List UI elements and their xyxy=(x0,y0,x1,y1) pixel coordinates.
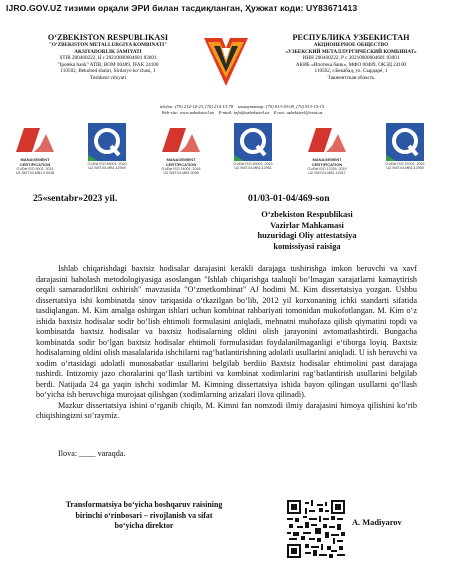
org-line1-uz: STIR 200460222, H r 20210000604681 83001 xyxy=(59,55,157,62)
recipient-line3: huzuridagi Oliy attestatsiya xyxy=(257,231,357,241)
document-date: 25«sentabr»2023 yil. xyxy=(33,193,118,204)
header-left-uz xyxy=(28,33,188,82)
cert-caption: MANAGEMENT CERTIFICATION xyxy=(165,157,197,167)
org-line3-ru: 110502, г.Бекабад, ул. Сырдарё, 1 xyxy=(314,68,388,75)
quality-q-icon xyxy=(228,122,278,162)
cert-number: UZ.SMT.04.MB1.12951 xyxy=(234,166,272,171)
org-line4-uz: Toshkent viloyati xyxy=(89,74,127,81)
cert-standard: O‘zDst ISO 50001: 2019 xyxy=(233,162,273,166)
header-right-ru xyxy=(262,33,440,82)
management-certification-icon xyxy=(156,122,206,158)
contact-web[interactable]: Web-site: www.uzbeksteel.uz xyxy=(161,110,214,116)
management-certification-icon xyxy=(10,122,60,158)
recipient-line2: Vazirlar Mahkamasi xyxy=(270,220,344,230)
org-line2-uz: "Ipoteka bank" ATIB, BOM 00489, IFAK 24100 xyxy=(57,61,159,68)
qr-code-icon[interactable] xyxy=(287,500,345,558)
document-number: 01/03-01-04/469-son xyxy=(248,193,330,204)
cert-caption: MANAGEMENT CERTIFICATION xyxy=(311,157,343,167)
org-line1-ru: ИНН 200460222, Р с 20210000604681 83001 xyxy=(302,55,400,62)
contact-commutator: коммутатор: (70) 913-30-09, (70) 913-15-15 xyxy=(237,104,325,109)
cert-number: UZ.SMT.04.MB1.12917 xyxy=(308,171,346,176)
org-sub1-ru: АКЦИОНЕРНОЕ ОБЩЕСТВО xyxy=(313,42,389,48)
cert-mark xyxy=(10,122,60,180)
cert-mark xyxy=(228,122,278,180)
body-paragraph-1: Ishlab chiqarishdagi baxtsiz hodisalar darajasini kerakli darajaga tushirishga imkon beruvchi va xavf darajasini baholash metodologiyasiga asoslangan "Ishlab chiqarishga taaluqli bo‘lmagan xarajatlarni kamaytirish orqali samaradorlikni oshirish" mavzusida "O‘zmetkombinat" AJ hodimi M. Kim dissertatsiya yozgan. Ushbu dissertatsiya ishi kombinatda sinov tariqasida o‘tkazilgan bo‘lib, 2012 yil korxonaning ichki standarti sifatida tasdiqlangan. M. Kim amalga oshirgan ishlari uchun kombinat rahbariyati tomonidan mukofotlangan. M. Kim o‘z ishida baxtsiz hodisalar sodir bo‘lish ehtimoli formulasini aniqladi, mehnatni muhofaza qilish qiymatini topdi va kombinatda baxtsiz hodisalar va baxtsiz hodisalarning oldini olish jarayonini avtomatlashtirdi. Bungacha kombinatda sodir bo‘lgan baxtsiz hodisalar ehtimoli formulasidan foydalanilmaganligi e‘tiborga loyiq. Baxtsiz hodisalarning oldini olish masalalarida ishchilarni rag‘batlantirishning adolatli usullarini aniqladi. U ish beruvchi va xodim o‘rtasidagi adolatli munosabatlar usullarini belgilab berdiio Baxtsiz hodisalar ehtimolini past darajaga tushirdi. Intizomiy jazo choralarini qo‘llash tartibini va kombinat xodimlarini rag‘batlantirish usullarini belgilab berdi. Natijada 24 ga yaqin ishchi xodimlar M. Kimning dissertatsiya ishida bayon qilingan usullarni qo‘llash bo‘yicha ish beruvchiga murojaat qilishgan (xodimlarning arizalari ilova qilinadi). xyxy=(36,264,417,399)
letter-body xyxy=(36,264,417,422)
cert-standard: O‘zDst ISO 17025: 2019 xyxy=(307,167,347,172)
certifications-row xyxy=(10,122,442,184)
signer-name: A. Madiyarov xyxy=(352,518,402,527)
cert-standard: O‘zDst ISO 14001: 2016 xyxy=(161,167,201,172)
contact-phone: telefon: (70) 214-14-23, (70) 214-13-78 xyxy=(159,104,234,109)
cert-mark xyxy=(156,122,206,180)
org-line3-uz: 110502, Bekobod shahri, Sirdaryo ko‘chasi, 1 xyxy=(60,68,156,75)
quality-q-icon xyxy=(380,122,430,162)
signatory-line1: Transformatsiya bo‘yicha boshqaruv raisining xyxy=(65,500,223,509)
approval-banner: IJRO.GOV.UZ тизими орқали ЭРИ билан тасдиқланган, Ҳужжат коди: UY83671413 xyxy=(6,3,358,13)
cert-caption: MANAGEMENT CERTIFICATION xyxy=(19,157,51,167)
quality-q-icon xyxy=(82,122,132,162)
contacts-block xyxy=(112,104,372,116)
recipient-line4: komissiyasi raisiga xyxy=(273,241,341,251)
org-name-ru: РЕСПУБЛИКА УЗБЕКИСТАН xyxy=(292,33,410,42)
cert-number: UZ.SMT.04.MB1.9.0048 xyxy=(15,171,55,176)
cert-number: UZ.SMT.04.MB1.12959 xyxy=(386,166,424,171)
body-paragraph-2: Mazkur dissertatsiya ishini o‘rganib chiqib, M. Kimni fan nomzodi ilmiy darajasini himoya qilishini ko‘rib chiqishingizni so‘raymiz. xyxy=(36,400,417,420)
contact-exat[interactable]: E-xat: uzbeksteel@exat.uz xyxy=(273,110,323,116)
cert-mark xyxy=(82,122,132,180)
company-logo-icon xyxy=(200,32,252,90)
signatory-position xyxy=(56,500,232,532)
org-line4-ru: Ташкентская область xyxy=(327,74,375,81)
org-sub2-ru: «УЗБЕКСКИЙ МЕТАЛЛУРГИЧЕСКИЙ КОМБИНАТ» xyxy=(285,48,417,55)
contact-email[interactable]: E-mail: info@uzbeksteel.uz xyxy=(218,110,270,116)
org-name-uz: O‘ZBEKISTON RESPUBLIKASI xyxy=(47,33,169,42)
org-sub2-uz: AKSIYADORLIK JAMIYATI xyxy=(74,48,142,55)
cert-mark xyxy=(302,122,352,180)
cert-number: UZ.SMT.04.MB1.12949 xyxy=(88,166,126,171)
management-certification-icon xyxy=(302,122,352,158)
signatory-line2: birinchi o‘rinbosari – rivojlanish va sifat xyxy=(75,510,213,520)
org-sub1-uz: "O‘ZBEKISTON METALLURGIYA KOMBINATI" xyxy=(49,42,167,48)
cert-standard: O‘zDst ISO 37001: 2016 xyxy=(385,162,425,166)
recipient-block xyxy=(232,210,382,252)
attachment-note: Ilova: ____ varaqda. xyxy=(58,449,126,458)
org-line2-ru: АКИБ «Ипотека банк», МФО 00489, ОКЭД 24100 xyxy=(295,61,407,68)
cert-mark xyxy=(380,122,430,180)
cert-standard: O‘zDst ISO 45001: 2020 xyxy=(87,162,127,166)
recipient-line1: O‘zbekiston Respublikasi xyxy=(261,210,353,219)
cert-standard: O‘zDst ISO 9001: 2015 xyxy=(16,167,54,172)
cert-number: UZ.SMT.04.MB1.0098 xyxy=(163,171,199,176)
signatory-line3: bo‘yicha direktor xyxy=(114,521,174,531)
